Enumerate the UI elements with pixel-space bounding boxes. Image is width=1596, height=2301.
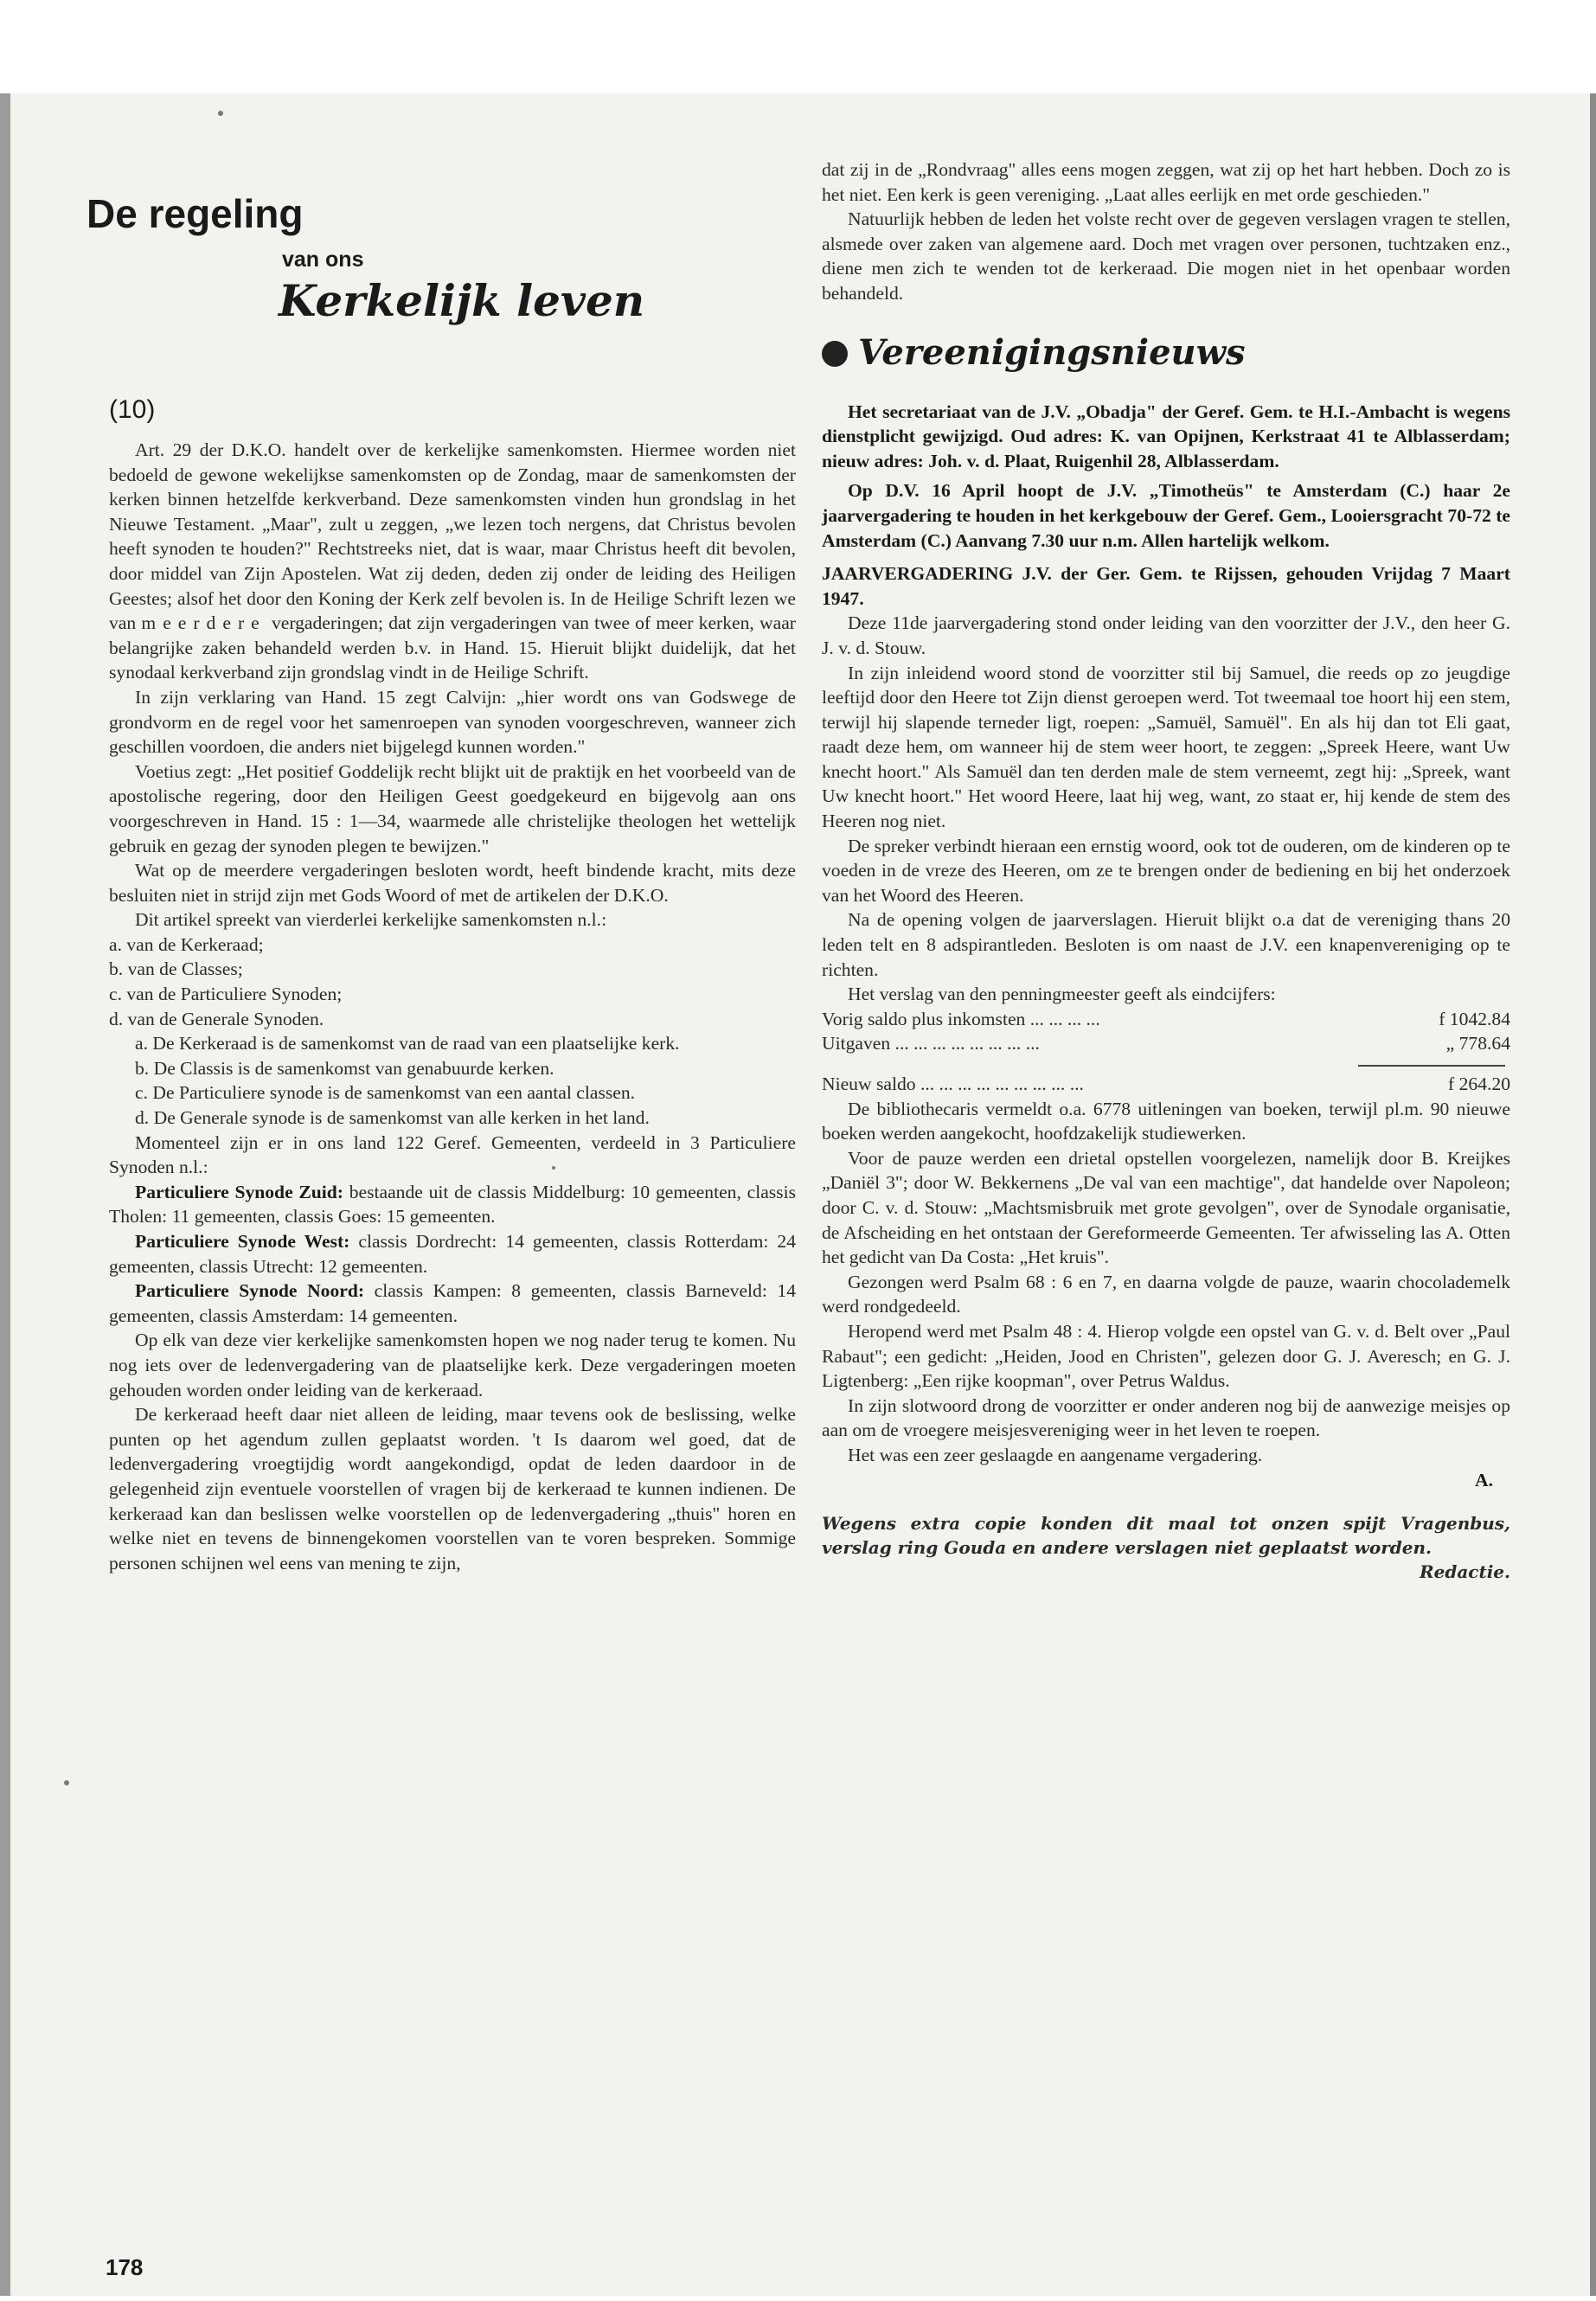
report-signature: A. [1475,1469,1493,1490]
list-item: d. van de Generale Synoden. [109,1008,324,1029]
report-paragraph: Het was een zeer geslaagde en aangename vergadering. [848,1444,1263,1465]
right-column [822,157,1510,1584]
synod-name: Particuliere Synode West: [135,1231,350,1252]
article-paragraph: Voetius zegt: „Het positief Goddelijk recht blijkt uit de praktijk en het voorbeeld van de apostolische regering, door den Heiligen Geest goedgekeurd en bijgevolg aan ons voorgeschreven in Hand. 15 : 1—34, waarmede alle christelijke theologen het wettelijk gebruik en gezag der synoden plegen te bewijzen." [109,760,796,856]
article-title-script: Kerkelijk leven [279,275,645,326]
finance-label: Nieuw saldo ... ... ... ... ... ... ... ... ... [822,1074,1084,1094]
section-title: Vereenigingsnieuws [858,332,1246,374]
definition-paragraph: b. De Classis is de samenkomst van genabuurde kerken. [135,1057,554,1079]
news-item: Het secretariaat van de J.V. „Obadja" der Geref. Gem. te H.I.-Ambacht is wegens dienstplicht gewijzigd. Oud adres: K. van Opijnen, Kerkstraat 41 te Alblasserdam; nieuw adres: Joh. v. d. Plaat, Ruigenhil 28, Alblasserdam. [822,401,1510,471]
synod-name: Particuliere Synode Noord: [135,1280,365,1302]
report-heading: JAARVERGADERING J.V. der Ger. Gem. te Rijssen, gehouden Vrijdag 7 Maart 1947. [822,563,1510,609]
report-paragraph: De bibliothecaris vermeldt o.a. 6778 uitleningen van boeken, terwijl pl.m. 90 nieuwe boeken werden aangekocht, hoofdzakelijk studiewerken. [822,1098,1510,1144]
definition-paragraph: Momenteel zijn er in ons land 122 Geref. Gemeenten, verdeeld in 3 Particuliere Synoden n.l.: [109,1131,796,1178]
synod-paragraph: Particuliere Synode Zuid: bestaande uit de classis Middelburg: 10 gemeenten, classis Tholen: 11 gemeenten, classis Goes: 15 gemeenten. [109,1181,796,1227]
finance-label: Uitgaven ... ... ... ... ... ... ... ... [822,1033,1040,1054]
report-paragraph: In zijn inleidend woord stond de voorzitter stil bij Samuel, die reeds op zo jeugdige leeftijd door den Heere tot Zijn dienst geroepen werd. Tot tweemaal toe hoort hij een stem, terwijl hij slapende terneder ligt, roepen: „Samuël, Samuël". En als hij dan tot Eli gaat, raadt deze hem, om wanneer hij de stem weer hoort, te zeggen: „Spreek Heere, want Uw knecht hoort." Als Samuël dan ten derden male de stem verneemt, zegt hij: „Spreek, want Uw knecht hoort." Het woord Heere, laat hij weg, want, zo staat er, hij kende de stem des Heeren nog niet. [822,662,1510,832]
finance-label: Vorig saldo plus inkomsten ... ... ... ... [822,1008,1100,1029]
synod-name: Particuliere Synode Zuid: [135,1181,343,1202]
finance-rule [1358,1065,1505,1067]
report-paragraph: Na de opening volgen de jaarverslagen. Hieruit blijkt o.a dat de vereniging thans 20 leden telt en 8 adspirantleden. Besloten is om naast de J.V. een knapenvereniging op te richten. [822,909,1510,980]
list-item: a. van de Kerkeraad; [109,933,264,955]
scan-speck [64,1780,69,1785]
finance-row [822,1031,1510,1056]
report-paragraph: De spreker verbindt hieraan een ernstig woord, ook tot de ouderen, om de kinderen op te voeden in de vreze des Heeren, om ze te brengen onder de bediening en bij het onderzoek van het Woord des Heeren. [822,835,1510,906]
report-paragraph: Heropend werd met Psalm 48 : 4. Hierop volgde een opstel van G. v. d. Belt over „Paul Rabaut"; een gedicht: „Heiden, Jood en Christen", gelezen door G. J. Averesch; en G. J. Ligtenberg: „Een rijke koopman", over Petrus Waldus. [822,1320,1510,1392]
report-paragraph: In zijn slotwoord drong de voorzitter er onder anderen nog bij de aanwezige meisjes op aan om de vroegere meisjesvereniging weer in het leven te roepen. [822,1394,1510,1441]
article-paragraph: Art. 29 der D.K.O. handelt over de kerkelijke samenkomsten. Hiermee worden niet bedoeld de gewone wekelijkse samenkomsten op de Zondag, maar de samenkomsten der kerken binnen hetzelfde kerkverband. Deze samenkomsten vinden hun grondslag in het Nieuwe Testament. „Maar", zult u zeggen, „we lezen toch nergens, dat Christus bevolen heeft synoden te houden?" Rechtstreeks niet, dat is waar, maar Christus heeft dit bevolen, door middel van Zijn Apostelen. Wat zij deden, deden zij onder de leiding des Heiligen Geestes; alsof het door den Koning der Kerk zelf bevolen is. In de Heilige Schrift lezen we van meerdere vergaderingen; dat zijn vergaderingen van twee of meer kerken, waar belangrijke zaken behandeld werden b.v. in Hand. 15. Hieruit blijkt duidelijk, dat het synodaal kerkverband zijn grondslag vindt in de Heilige Schrift. [109,439,796,683]
section-bullet-icon [822,341,848,367]
article-paragraph: In zijn verklaring van Hand. 15 zegt Calvijn: „hier wordt ons van Godswege de grondvorm en de regel voor het samenroepen van synoden voorgeschreven, wanneer zich geschillen voordoen, die anders niet bijgelegd kunnen worden." [109,686,796,758]
definition-paragraph: a. De Kerkeraad is de samenkomst van de raad van een plaatselijke kerk. [135,1033,680,1054]
definition-paragraph: c. De Particuliere synode is de samenkomst van een aantal classen. [135,1082,636,1104]
scan-edge-right [1590,93,1596,2296]
list-item: b. van de Classes; [109,958,243,980]
report-paragraph: Gezongen werd Psalm 68 : 6 en 7, en daarna volgde de pauze, waarin chocolademelk werd rondgedeeld. [822,1271,1510,1317]
finance-amount: f 264.20 [1448,1074,1510,1094]
scan-speck [218,111,223,116]
report-paragraph: Voor de pauze werden een drietal opstellen voorgelezen, namelijk door B. Kreijkes „Daniël 3"; door W. Bekkernens „De val van een machtige", dat handelde over Napoleon; door C. v. d. Stouw: „Machtsmisbruik met grote gevolgen", over de Synodale organisatie, de Afscheiding en het ontstaan der Gereformeerde Gemeenten. Ter afwisseling las A. Otten het gedicht van Da Costa: „Het kruis". [822,1147,1510,1268]
section-header [822,324,1510,384]
list-item: c. van de Particuliere Synoden; [109,984,343,1005]
article-continuation: Natuurlijk hebben de leden het volste recht over de gegeven verslagen vragen te stellen, alsmede over zaken van algemene aard. Doch met vragen over personen, tuchtzaken enz., diene men zich te wenden tot de kerkeraad. Die mogen niet in het openbaar worden behandeld. [822,208,1510,304]
editor-note: Wegens extra copie konden dit maal tot onzen spijt Vragenbus, verslag ring Gouda en andere verslagen niet geplaatst worden. Redactie. [822,1513,1510,1583]
article-title: De regeling [87,191,304,236]
article-paragraph: Op elk van deze vier kerkelijke samenkomsten hopen we nog nader terug te komen. Nu nog iets over de ledenvergadering van de plaatselijke kerk. Deze vergaderingen moeten gehouden worden onder leiding van de kerkeraad. [109,1330,796,1400]
series-number: (10) [109,395,156,424]
definition-paragraph: d. De Generale synode is de samenkomst van alle kerken in het land. [135,1107,650,1129]
report-paragraph: Deze 11de jaarvergadering stond onder leiding van den voorzitter der J.V., den heer G. J. v. d. Stouw. [822,612,1510,658]
synod-paragraph: Particuliere Synode West: classis Dordrecht: 14 gemeenten, classis Rotterdam: 24 gemeenten, classis Utrecht: 12 gemeenten. [109,1231,796,1277]
left-column-body [109,438,796,1575]
finance-amount: f 1042.84 [1439,1008,1510,1029]
magazine-page [10,93,1590,2296]
finance-amount: „ 778.64 [1445,1033,1510,1054]
article-continuation: dat zij in de „Rondvraag" alles eens mogen zeggen, wat zij op het hart hebben. Doch zo is het niet. Een kerk is geen vereniging. „Laat alles eerlijk en met orde geschieden." [822,159,1510,205]
editor-signature: Redactie. [1420,1561,1510,1583]
news-item: Op D.V. 16 April hoopt de J.V. „Timotheüs" te Amsterdam (C.) haar 2e jaarvergadering te houden in het kerkgebouw der Geref. Gem., Looiersgracht 70-72 te Amsterdam (C.) Aanvang 7.30 uur n.m. Allen hartelijk welkom. [822,480,1510,551]
article-paragraph: Dit artikel spreekt van vierderlei kerkelijke samenkomsten n.l.: [135,909,607,931]
report-paragraph: Het verslag van den penningmeester geeft als eindcijfers: [848,984,1276,1005]
article-paragraph: Wat op de meerdere vergaderingen besloten wordt, heeft bindende kracht, mits deze besluiten niet in strijd zijn met Gods Woord of met de artikelen der D.K.O. [109,860,796,906]
article-title-connector: van ons [282,247,364,272]
spaced-emphasis: meerdere [141,612,266,634]
synod-paragraph: Particuliere Synode Noord: classis Kampen: 8 gemeenten, classis Barneveld: 14 gemeenten, classis Amsterdam: 14 gemeenten. [109,1280,796,1326]
article-paragraph: De kerkeraad heeft daar niet alleen de leiding, maar tevens ook de beslissing, welke punten op het agendum zullen geplaatst worden. 't Is daarom wel goed, dat de ledenvergadering vroegtijdig wordt aangekondigd, opdat de leden daardoor in de gelegenheid zijn eventuele voorstellen of vragen bij de kerkeraad te kunnen indienen. De kerkeraad kan dan beslissen welke voorstellen op de ledenvergadering „thuis" horen en welke niet en tevens de binnengekomen voorstellen van te voren bespreken. Sommige personen schijnen wel eens van mening te zijn, [109,1404,796,1574]
scan-edge-left [0,93,10,2296]
page-number: 178 [106,2254,144,2280]
finance-row [822,1007,1510,1032]
finance-total-row [822,1072,1510,1097]
